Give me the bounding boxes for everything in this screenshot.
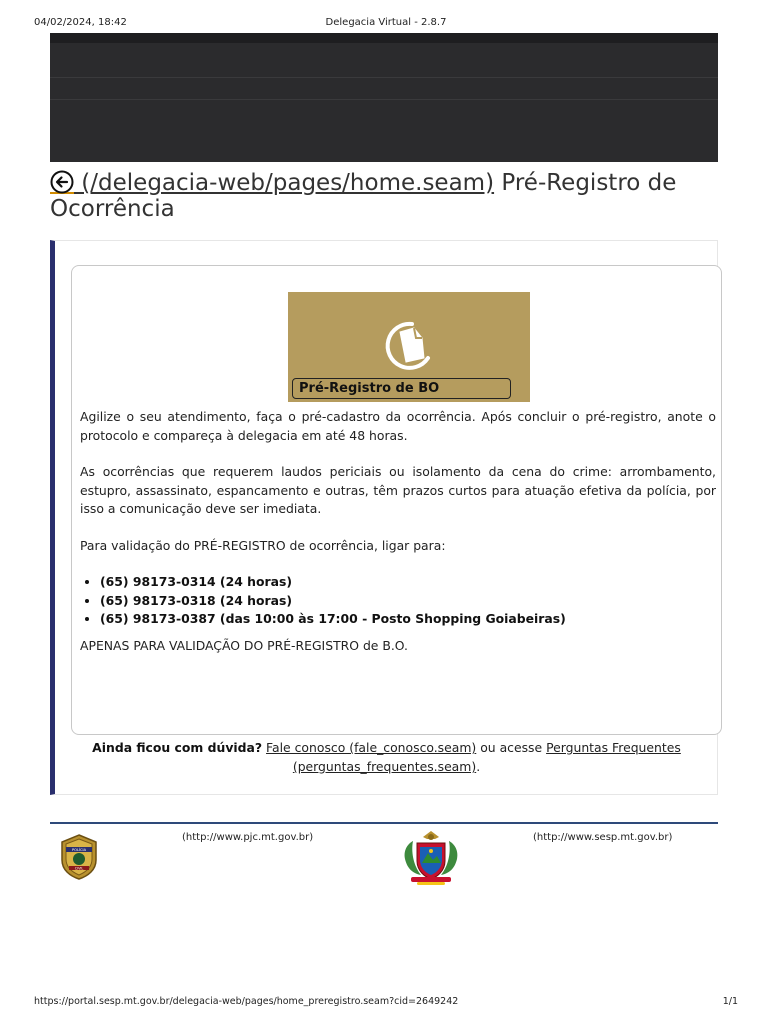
navbar-top-band <box>50 33 718 43</box>
banner-label[interactable]: Pré-Registro de BO <box>292 378 511 399</box>
urgency-paragraph: As ocorrências que requerem laudos periciais ou isolamento da cena do crime: arrombamento, estupro, assassinato, espancamento e outras, têm prazos curtos para atuação efetiva da polícia, por isso a comunicação deve ser imediata. <box>80 464 716 516</box>
phone-item: • (65) 98173-0387 (das 10:00 às 17:00 - Posto Shopping Goiabeiras) <box>100 610 716 629</box>
badge-text-top: POLÍCIA <box>71 848 87 852</box>
navbar-divider <box>50 77 718 78</box>
main-panel <box>50 240 718 795</box>
phone-item: • (65) 98173-0314 (24 horas) <box>100 573 716 592</box>
print-page-number: 1/1 <box>722 996 738 1007</box>
pre-registro-banner[interactable] <box>288 292 530 402</box>
print-url: https://portal.sesp.mt.gov.br/delegacia-web/pages/home_preregistro.seam?cid=2649242 <box>34 996 459 1007</box>
policia-civil-badge[interactable] <box>58 834 100 884</box>
help-middle-text: ou acesse <box>476 740 547 755</box>
help-end-text: . <box>476 759 481 774</box>
footer-divider <box>50 822 718 824</box>
info-card <box>71 265 722 735</box>
phone-list <box>80 573 716 629</box>
faq-link[interactable]: Perguntas Frequentes (perguntas_frequentes.seam) <box>292 740 681 774</box>
page-title-text: Pré-Registro de Ocorrência <box>50 170 677 222</box>
print-title: Delegacia Virtual - 2.8.7 <box>325 17 447 28</box>
arrow-left-circle-icon[interactable] <box>50 170 74 194</box>
phone-item: • (65) 98173-0318 (24 horas) <box>100 592 716 611</box>
contact-link[interactable]: Fale conosco (fale_conosco.seam) <box>266 740 477 755</box>
back-link-text[interactable]: (/delegacia-web/pages/home.seam) <box>74 170 495 196</box>
mato-grosso-coat-of-arms[interactable] <box>397 829 465 891</box>
print-footer <box>34 996 738 1010</box>
intro-paragraph: Agilize o seu atendimento, faça o pré-cadastro da ocorrência. Após concluir o pré-registro, anote o protocolo e compareça à delegacia em até 48 horas. <box>80 409 716 443</box>
document-circle-icon <box>378 318 440 374</box>
validation-paragraph: Para validação do PRÉ-REGISTRO de ocorrência, ligar para: <box>80 537 446 553</box>
pjc-link[interactable]: (http://www.pjc.mt.gov.br) <box>182 832 314 843</box>
page-title <box>50 170 720 222</box>
top-navbar <box>50 33 718 162</box>
badge-text-bottom: CIVIL <box>74 866 84 871</box>
print-datetime: 04/02/2024, 18:42 <box>34 17 127 28</box>
print-header <box>34 17 738 31</box>
back-link[interactable] <box>50 170 494 196</box>
validation-only-note: APENAS PARA VALIDAÇÃO DO PRÉ-REGISTRO de B.O. <box>80 637 408 653</box>
help-footer <box>55 738 718 776</box>
navbar-divider <box>50 99 718 100</box>
help-question: Ainda ficou com dúvida? <box>92 740 263 755</box>
sesp-link[interactable]: (http://www.sesp.mt.gov.br) <box>533 832 673 843</box>
info-content <box>80 408 716 655</box>
